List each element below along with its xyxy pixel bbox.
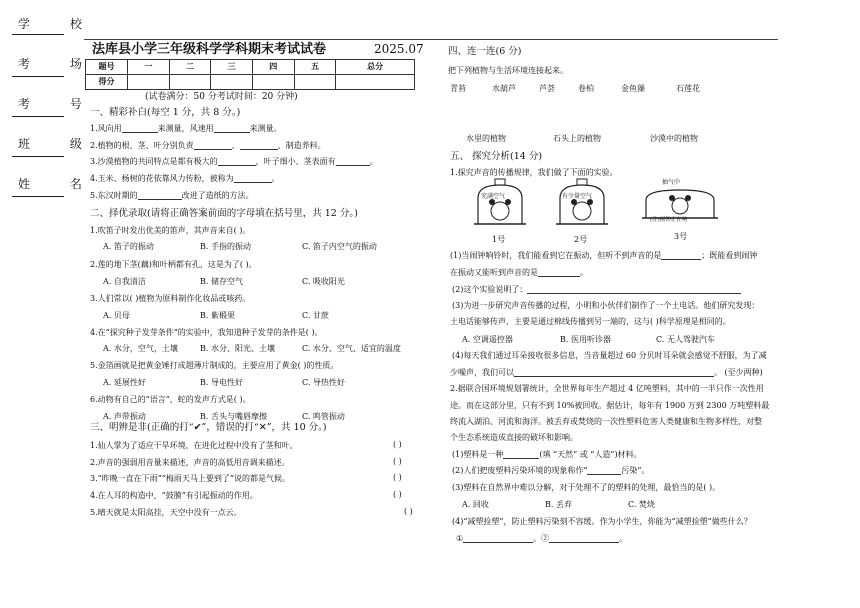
s5-q2-3-option-b[interactable]: B. 丢弃 xyxy=(545,500,572,509)
answer-blank[interactable] xyxy=(194,149,232,150)
s1-q1 xyxy=(90,125,282,133)
s2-q3-option-a[interactable]: A. 贝母 xyxy=(103,311,130,320)
text: ，叶子细小、茎表面有 xyxy=(255,157,336,166)
answer-blank[interactable] xyxy=(234,182,272,183)
s5-p2-line1: 2.据联合国环境规划署统计，全世界每年生产超过 4 亿吨塑料，其中的一半只作一次性用 xyxy=(450,384,764,393)
sidebar-line xyxy=(12,76,64,77)
jar-3-bottom-label: (注)闹钟正在响 xyxy=(650,217,688,223)
score-header-cell: 题号 xyxy=(86,60,128,75)
s3-item-3: 3.“昨晚一直在下雨”“梅雨天马上要到了”说的都是气候。 xyxy=(90,474,290,483)
text: 4.玉米、杨树的花依靠风力传粉，被称为 xyxy=(90,174,234,183)
text: 。 xyxy=(580,268,588,277)
s1-q4 xyxy=(90,175,280,183)
environment-label[interactable]: 水里的植物 xyxy=(466,134,506,143)
text: 来测量，风速用 xyxy=(157,124,214,133)
text: 3.沙漠植物的共同特点是都有极大的 xyxy=(90,157,218,166)
text: 1.风向用 xyxy=(90,124,122,133)
sidebar-label-examno: 考 号 xyxy=(18,97,100,111)
score-header-cell: 总分 xyxy=(336,60,415,75)
s2-q2-stem: 2.莲的地下茎(藕)和叶柄都有孔，这是为了( )。 xyxy=(90,260,257,269)
section5-title: 五、 探究分析(14 分) xyxy=(450,151,543,162)
environment-label[interactable]: 石头上的植物 xyxy=(553,134,601,143)
answer-blank[interactable] xyxy=(538,276,580,277)
s2-q2-option-a[interactable]: A. 自我清洁 xyxy=(103,277,146,286)
s5-q2-1 xyxy=(452,451,642,459)
sidebar-label-name: 姓 名 xyxy=(18,177,100,191)
answer-blank[interactable] xyxy=(463,542,533,543)
jar-1-number: 1号 xyxy=(492,235,506,244)
s5-q2-3-option-c[interactable]: C. 焚烧 xyxy=(628,500,655,509)
s2-q6-option-b[interactable]: B. 舌头与嘴唇摩擦 xyxy=(200,412,267,421)
answer-blank[interactable] xyxy=(336,165,370,166)
answer-blank[interactable] xyxy=(214,132,250,133)
answer-paren[interactable]: ( ) xyxy=(393,473,402,482)
section2-title: 二、择优录取(请将正确答案前面的字母填在括号里，共 12 分。) xyxy=(90,208,358,219)
text: 。 (至少两种) xyxy=(714,368,763,377)
s5-q1-1-line2 xyxy=(450,269,588,277)
s5-q1-4-line2 xyxy=(450,369,763,377)
text: 少噪声，我们可以 xyxy=(450,368,514,377)
text: 。 xyxy=(619,534,628,543)
text: (2)人们把废塑料污染环境的现象称作“ xyxy=(452,466,588,475)
bell-jar-3-illustration xyxy=(640,178,720,234)
s5-q1-3-option-b[interactable]: B. 医用听诊器 xyxy=(560,335,611,344)
s3-item-1: 1.仙人掌为了适应干旱环境，在进化过程中没有了茎和叶。 xyxy=(90,441,298,450)
section3-title: 三、明辨是非(正确的打“✔”，错误的打“✕”，共 10 分。) xyxy=(90,422,327,433)
answer-blank[interactable] xyxy=(138,199,182,200)
answer-blank[interactable] xyxy=(587,474,621,475)
answer-blank[interactable] xyxy=(122,132,158,133)
plant-label[interactable]: 石莲花 xyxy=(676,84,700,93)
answer-blank[interactable] xyxy=(218,165,256,166)
text: 改进了造纸的方法。 xyxy=(181,191,254,200)
text: 来测量。 xyxy=(249,124,282,133)
plant-label[interactable]: 青苔 xyxy=(450,84,466,93)
bell-jar-1-illustration xyxy=(470,178,530,234)
text: 。 xyxy=(271,174,280,183)
section4-title: 四、连一连(6 分) xyxy=(448,46,522,57)
sidebar-line xyxy=(12,156,64,157)
score-header-cell: 四 xyxy=(252,60,294,75)
text: 2.植物的根、茎、叶分别负责 xyxy=(90,141,194,150)
s5-q1-4-line1: (4)每天我们通过耳朵接收很多信息，当音量超过 60 分贝时耳朵就会感觉不舒服，为了减 xyxy=(452,351,767,360)
s2-q4-option-a[interactable]: A. 水分，空气，土壤 xyxy=(103,344,178,353)
s2-q3-option-c[interactable]: C. 甘蔗 xyxy=(302,311,329,320)
text: 、 xyxy=(231,141,240,150)
sidebar-line xyxy=(12,34,64,35)
score-header-cell: 二 xyxy=(169,60,211,75)
jar-1-label: 充满空气 xyxy=(481,193,506,200)
score-cell xyxy=(128,75,170,90)
jar-3-top-label: 抽气中 xyxy=(662,179,681,186)
s1-q3 xyxy=(90,158,378,166)
sidebar-line xyxy=(12,116,64,117)
sidebar-label-room: 考 场 xyxy=(18,57,100,71)
text: (填 “天然” 或 “人造”)材料。 xyxy=(539,450,642,459)
sidebar-line xyxy=(12,196,64,197)
s2-q6-option-a[interactable]: A. 声带振动 xyxy=(103,412,146,421)
page-title: 法库县小学三年级科学学科期末考试试卷 xyxy=(92,42,327,57)
answer-blank[interactable] xyxy=(527,293,741,294)
score-cell xyxy=(211,75,253,90)
bell-jar-2-illustration xyxy=(552,178,612,234)
s5-q2-4-answers xyxy=(456,535,627,543)
top-rule xyxy=(84,39,778,40)
s5-q1-3-option-c[interactable]: C. 无人驾驶汽车 xyxy=(656,335,715,344)
s5-q2-2 xyxy=(452,467,650,475)
score-header-cell: 三 xyxy=(211,60,253,75)
s5-q2-3: (3)塑料在自然界中难以分解，对于处理不了的塑料的处理，最恰当的是( )。 xyxy=(452,483,721,492)
s2-q1-option-c[interactable]: C. 笛子内空气的振动 xyxy=(302,242,377,251)
s2-q4-stem: 4.在“探究种子发芽条件”的实验中，我知道种子发芽的条件是( )。 xyxy=(90,328,323,337)
s5-q2-4: (4)“减塑捡塑”，防止塑料污染刻不容缓。作为小学生，你能为“减塑捡塑”做些什么？ xyxy=(452,517,752,526)
section1-title: 一、精彩补白(每空 1 分，共 8 分。) xyxy=(90,107,241,118)
s2-q1-option-b[interactable]: B. 手指的振动 xyxy=(200,242,251,251)
sidebar-label-school: 学 校 xyxy=(18,17,100,31)
text: (1)当闹钟响铃时，我们能看到它在振动，但听不到声音的是 xyxy=(450,251,662,260)
jar-2-label: 有少量空气 xyxy=(562,193,593,200)
s5-q1-3-line1: (3)为进一步研究声音传播的过程，小明和小伙伴们制作了一个土电话。他们研究发现： xyxy=(452,301,760,310)
text: 5.东汉时期的 xyxy=(90,191,138,200)
text: 、制造养料。 xyxy=(277,141,326,150)
plant-label[interactable]: 芦荟 xyxy=(539,84,555,93)
text: 。② xyxy=(533,534,550,543)
s2-q3-option-b[interactable]: B. 紫椴果 xyxy=(200,311,235,320)
s2-q5-option-a[interactable]: A. 延展性好 xyxy=(103,378,146,387)
s2-q5-stem: 5.金箔画就是把黄金锤打成超薄片制成的，主要应用了黄金( )的性质。 xyxy=(90,361,339,370)
score-row-label: 得分 xyxy=(86,75,128,90)
plant-label[interactable]: 金鱼藻 xyxy=(621,84,645,93)
answer-blank[interactable] xyxy=(549,542,619,543)
s3-item-5: 5.晴天就是太阳高挂，天空中没有一点云。 xyxy=(90,508,242,517)
s3-item-2: 2.声音的强弱用音量来描述，声音的高低用音调来描述。 xyxy=(90,458,290,467)
s5-q1-3-option-a[interactable]: A. 空调遥控器 xyxy=(462,335,513,344)
text: ① xyxy=(456,534,464,543)
plant-label[interactable]: 卷柏 xyxy=(578,84,594,93)
answer-blank[interactable] xyxy=(503,458,539,459)
s5-q1-1-line1 xyxy=(450,252,757,260)
answer-paren[interactable]: ( ) xyxy=(393,457,402,466)
answer-paren[interactable]: ( ) xyxy=(404,507,413,516)
s2-q4-option-b[interactable]: B. 水分、阳光、土壤 xyxy=(200,344,275,353)
score-table xyxy=(85,59,415,90)
score-cell xyxy=(294,75,336,90)
jar-3-number: 3号 xyxy=(674,232,688,241)
text: 污染”。 xyxy=(621,466,650,475)
s2-q1-option-a[interactable]: A. 笛子的振动 xyxy=(103,242,154,251)
section4-intro: 把下列植物与生活环境连接起来。 xyxy=(448,66,568,75)
s1-q2 xyxy=(90,142,326,150)
answer-blank[interactable] xyxy=(514,376,714,377)
s1-q5 xyxy=(90,192,254,200)
score-header-cell: 一 xyxy=(128,60,170,75)
environment-label[interactable]: 沙漠中的植物 xyxy=(650,134,698,143)
text: 在振动又能听到声音的是 xyxy=(450,268,538,277)
s5-q1-2 xyxy=(452,286,741,294)
jar-2-number: 2号 xyxy=(574,235,588,244)
answer-blank[interactable] xyxy=(240,149,278,150)
s5-p2-line3: 终流入湖泊、河流和海洋。被丢弃或焚烧的一次性塑料危害人类健康和生物多样性，对整 xyxy=(450,417,762,426)
score-cell xyxy=(252,75,294,90)
answer-paren[interactable]: ( ) xyxy=(393,490,402,499)
score-header-cell: 五 xyxy=(294,60,336,75)
s2-q2-option-c[interactable]: C. 吸收阳光 xyxy=(302,277,345,286)
text: (1)塑料是一种 xyxy=(452,450,504,459)
sidebar-label-class: 班 级 xyxy=(18,137,100,151)
text: 。 xyxy=(369,157,378,166)
s2-q5-option-c[interactable]: C. 导热性好 xyxy=(302,378,345,387)
s2-q1-stem: 1.吹笛子时发出优美的笛声，其声音来自( )。 xyxy=(90,226,251,235)
answer-paren[interactable]: ( ) xyxy=(393,440,402,449)
s5-p2-line2: 途。而在这部分里，只有不到 10%被回收。据估计，每年有 1900 万到 2300 万吨塑料最 xyxy=(450,401,770,410)
s5-q2-3-option-a[interactable]: A. 回收 xyxy=(462,500,489,509)
text: ；既能看到闹钟 xyxy=(701,251,758,260)
exam-date: 2025.07 xyxy=(374,42,424,56)
s2-q4-option-c[interactable]: C. 水分、空气、适宜的温度 xyxy=(302,344,401,353)
s5-p1-intro: 1.探究声音的传播规律，我们做了下面的实验。 xyxy=(450,168,618,177)
s2-q5-option-b[interactable]: B. 导电性好 xyxy=(200,378,243,387)
score-cell xyxy=(169,75,211,90)
s3-item-4: 4.在人耳的构造中，“鼓膜”有引起振动的作用。 xyxy=(90,491,258,500)
s2-q3-stem: 3.人们常以( )植物为原料制作化妆品或咳药。 xyxy=(90,294,251,303)
s2-q6-option-c[interactable]: C. 鸣管振动 xyxy=(302,412,345,421)
plant-label[interactable]: 水葫芦 xyxy=(492,84,516,93)
score-cell xyxy=(336,75,415,90)
s2-q6-stem: 6.动物有自己的“语言”，蛇的发声方式是( )。 xyxy=(90,395,251,404)
s5-p2-line4: 个生态系统造成直接的破坏和影响。 xyxy=(450,433,578,442)
s2-q2-option-b[interactable]: B. 储存空气 xyxy=(200,277,243,286)
s5-q1-3-line2: 土电话能够传声，主要是通过棉线传播到另一端的，这与( )科学原理是相同的。 xyxy=(450,317,731,326)
text: (2)这个实验说明了： xyxy=(452,285,528,294)
exam-note: (试卷满分：50 分考试时间：20 分钟) xyxy=(145,92,298,102)
answer-blank[interactable] xyxy=(661,259,701,260)
